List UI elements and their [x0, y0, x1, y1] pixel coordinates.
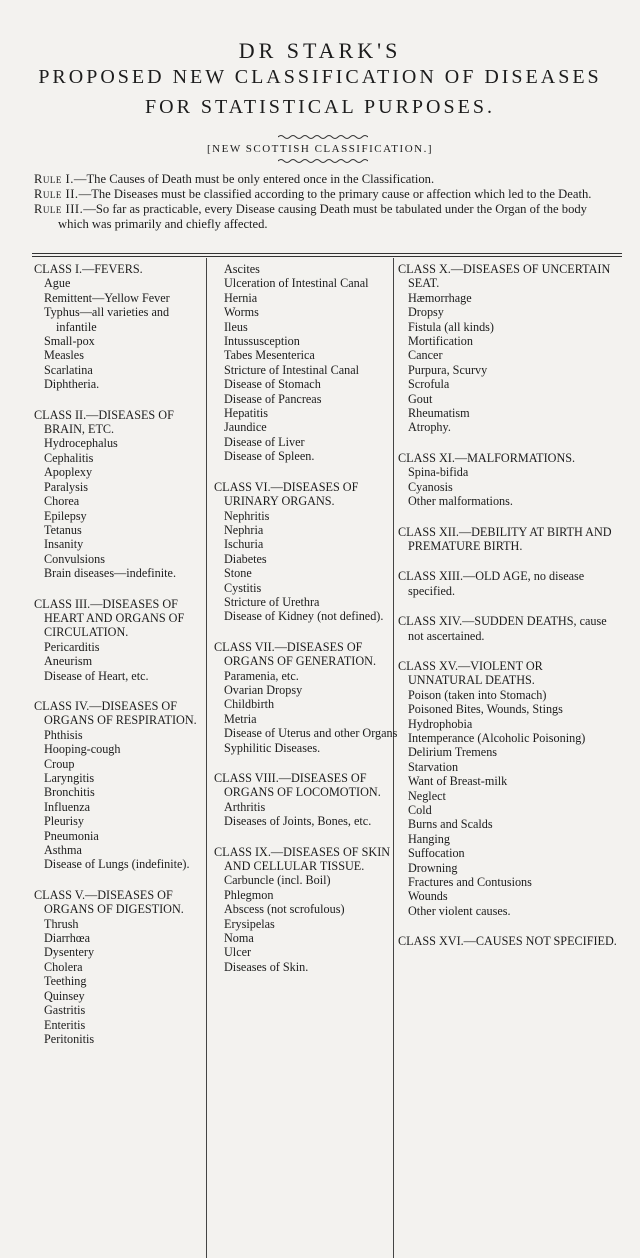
disease-item: Carbuncle (incl. Boil) — [224, 873, 331, 888]
disease-item: Pleurisy — [44, 814, 84, 829]
disease-item: Drowning — [408, 860, 458, 875]
rules-section — [34, 172, 614, 232]
rule-text: —The Causes of Death must be only entered once in the Classification. — [73, 172, 435, 186]
disease-item: Syphilitic Diseases. — [224, 740, 321, 755]
rule-divider — [32, 256, 622, 257]
disease-item: Brain diseases—indefinite. — [44, 566, 176, 581]
disease-class — [398, 525, 618, 554]
disease-item: Typhus—all varieties and infantile — [44, 305, 170, 334]
disease-item: Ascites — [224, 262, 260, 276]
disease-item: Tetanus — [44, 522, 82, 537]
disease-item: Gastritis — [44, 1003, 86, 1018]
disease-item: Enteritis — [44, 1017, 86, 1032]
disease-item: Starvation — [408, 759, 459, 774]
disease-item: Erysipelas — [224, 916, 275, 931]
disease-item: Influenza — [44, 799, 91, 814]
disease-class — [398, 934, 618, 948]
rule-divider — [32, 253, 622, 254]
class-heading: CLASS III.—DISEASES OF HEART AND ORGANS OF CIRCULATION. — [34, 596, 185, 640]
disease-item: Cyanosis — [408, 479, 453, 494]
class-heading: CLASS XII.—DEBILITY AT BIRTH AND PREMATURE BIRTH. — [398, 524, 612, 553]
rule-2 — [34, 187, 614, 202]
disease-item: Disease of Lungs (indefinite). — [44, 857, 190, 872]
disease-class — [398, 451, 618, 509]
disease-item: Suffocation — [408, 846, 465, 861]
disease-item: Diarrhœa — [44, 931, 91, 946]
class-heading: CLASS IV.—DISEASES OF ORGANS OF RESPIRATION. — [34, 698, 197, 728]
disease-item: Stone — [224, 566, 252, 581]
disease-item: Scarlatina — [44, 362, 93, 377]
disease-class — [34, 888, 202, 1046]
disease-item: Disease of Pancreas — [224, 391, 322, 406]
disease-item: Atrophy. — [408, 420, 451, 435]
disease-item: Disease of Spleen. — [224, 449, 315, 464]
disease-item: Phthisis — [44, 727, 83, 742]
class-heading: CLASS XV.—VIOLENT OR UNNATURAL DEATHS. — [398, 658, 543, 688]
rule-1 — [34, 172, 614, 187]
document-subtitle-line-2: FOR STATISTICAL PURPOSES. — [145, 96, 495, 118]
class-heading: CLASS II.—DISEASES OF BRAIN, ETC. — [34, 407, 174, 437]
disease-item: Teething — [44, 974, 87, 989]
disease-item: Delirium Tremens — [408, 745, 498, 760]
disease-item: Dysentery — [44, 945, 95, 960]
disease-item: Diabetes — [224, 551, 267, 566]
disease-item: Diseases of Joints, Bones, etc. — [224, 814, 372, 829]
column-3 — [398, 262, 618, 965]
disease-item: Jaundice — [224, 420, 267, 435]
class-heading: CLASS X.—DISEASES OF UNCERTAIN SEAT. — [398, 262, 611, 291]
disease-item: Thrush — [44, 916, 79, 931]
disease-item: Scrofula — [408, 377, 450, 392]
disease-item: Hanging — [408, 831, 450, 846]
disease-item: Diseases of Skin. — [224, 959, 309, 974]
class-heading: CLASS XIV.—SUDDEN DEATHS, cause not ascertained. — [398, 614, 607, 643]
disease-item: Other violent causes. — [408, 903, 511, 918]
disease-item: Intussusception — [224, 334, 300, 349]
disease-item: Spina-bifida — [408, 465, 469, 480]
disease-item: Noma — [224, 931, 254, 946]
rule-label: Rule II. — [34, 187, 79, 201]
disease-item: Disease of Uterus and other Organs — [224, 726, 398, 741]
disease-item: Other malformations. — [408, 494, 513, 509]
disease-item: Burns and Scalds — [408, 817, 493, 832]
disease-item: Remittent—Yellow Fever — [44, 290, 170, 305]
disease-item: Cancer — [408, 348, 443, 363]
disease-item: Phlegmon — [224, 887, 274, 902]
class-heading: CLASS I.—FEVERS. — [34, 262, 143, 276]
disease-item: Want of Breast-milk — [408, 774, 508, 789]
wavy-ornament-bottom — [278, 158, 368, 164]
disease-item: Diphtheria. — [44, 377, 100, 392]
disease-item: Asthma — [44, 843, 82, 858]
disease-item: Arthritis — [224, 799, 266, 814]
rule-text: —So far as practicable, every Disease causing Death must be tabulated under the Organ of the body which was primarily and chiefly affected. — [58, 202, 587, 231]
document-title: DR STARK'S — [238, 38, 402, 63]
disease-item: Worms — [224, 305, 259, 320]
disease-item: Nephria — [224, 522, 264, 537]
class-heading: CLASS VII.—DISEASES OF ORGANS OF GENERATION. — [214, 639, 377, 669]
rule-text: —The Diseases must be classified according to the primary cause or affection which led to the Death. — [78, 187, 592, 201]
disease-item: Poison (taken into Stomach) — [408, 687, 547, 702]
disease-item: Dropsy — [408, 305, 444, 320]
disease-item: Hydrophobia — [408, 716, 473, 731]
disease-item: Rheumatism — [408, 406, 470, 421]
disease-item: Stricture of Intestinal Canal — [224, 362, 360, 377]
class-heading: CLASS XVI.—CAUSES NOT SPECIFIED. — [398, 934, 617, 949]
disease-item: Metria — [224, 711, 257, 726]
disease-item: Disease of Heart, etc. — [44, 668, 149, 683]
column-divider — [206, 258, 207, 1258]
disease-item: Fistula (all kinds) — [408, 319, 494, 334]
disease-item: Tabes Mesenterica — [224, 348, 315, 363]
rule-label: Rule III. — [34, 202, 84, 216]
disease-item: Nephritis — [224, 508, 270, 523]
column-2 — [214, 262, 402, 990]
disease-item: Paralysis — [44, 479, 89, 494]
disease-item: Cold — [408, 803, 432, 817]
disease-item: Ischuria — [224, 537, 264, 552]
rule-label: Rule I. — [34, 172, 74, 186]
disease-item: Wounds — [408, 889, 448, 904]
disease-item: Hæmorrhage — [408, 290, 472, 305]
disease-class — [34, 262, 202, 392]
disease-item: Hydrocephalus — [44, 436, 118, 451]
disease-item: Intemperance (Alcoholic Poisoning) — [408, 730, 586, 745]
disease-item: Epilepsy — [44, 508, 87, 523]
disease-item: Insanity — [44, 537, 84, 552]
class-heading: CLASS V.—DISEASES OF ORGANS OF DIGESTION. — [34, 887, 184, 917]
disease-class — [398, 262, 618, 435]
disease-item: Disease of Stomach — [224, 377, 321, 392]
disease-item: Abscess (not scrofulous) — [224, 902, 345, 917]
disease-item: Neglect — [408, 788, 446, 803]
classification-note: [NEW SCOTTISH CLASSIFICATION.] — [207, 143, 433, 155]
disease-class — [214, 771, 402, 829]
disease-item: Cephalitis — [44, 450, 94, 465]
class-heading: CLASS XI.—MALFORMATIONS. — [398, 450, 576, 465]
disease-item: Cystitis — [224, 580, 262, 595]
disease-item: Hernia — [224, 290, 258, 305]
disease-class — [214, 262, 402, 464]
disease-item: Stricture of Urethra — [224, 594, 320, 609]
disease-item: Pneumonia — [44, 828, 99, 843]
disease-item: Laryngitis — [44, 771, 95, 785]
disease-item: Ague — [44, 276, 71, 291]
disease-class — [34, 408, 202, 581]
disease-item: Disease of Kidney (not defined). — [224, 609, 384, 624]
disease-item: Gout — [408, 391, 433, 406]
disease-class — [398, 569, 618, 598]
disease-item: Quinsey — [44, 988, 85, 1003]
document-subtitle-line-1: PROPOSED NEW CLASSIFICATION OF DISEASES — [38, 66, 602, 88]
disease-item: Childbirth — [224, 697, 275, 712]
disease-item: Hepatitis — [224, 406, 269, 421]
disease-class — [214, 640, 402, 755]
class-heading: CLASS XIII.—OLD AGE, no disease specified. — [398, 569, 585, 598]
disease-item: Mortification — [408, 334, 473, 349]
disease-item: Disease of Liver — [224, 434, 305, 449]
disease-item: Ovarian Dropsy — [224, 682, 303, 697]
disease-item: Ulcer — [224, 945, 252, 960]
disease-item: Pericarditis — [44, 639, 100, 654]
column-1 — [34, 262, 202, 1046]
disease-class — [34, 597, 202, 683]
disease-item: Cholera — [44, 959, 83, 974]
disease-item: Poisoned Bites, Wounds, Stings — [408, 702, 563, 717]
wavy-ornament-top — [278, 134, 368, 140]
disease-item: Apoplexy — [44, 465, 93, 480]
disease-item: Ulceration of Intestinal Canal — [224, 276, 369, 291]
class-heading: CLASS VI.—DISEASES OF URINARY ORGANS. — [214, 479, 359, 509]
disease-item: Croup — [44, 756, 75, 771]
class-heading: CLASS IX.—DISEASES OF SKIN AND CELLULAR TISSUE. — [214, 844, 391, 874]
disease-item: Paramenia, etc. — [224, 668, 299, 683]
disease-item: Purpura, Scurvy — [408, 362, 488, 377]
disease-class — [398, 659, 618, 918]
disease-item: Measles — [44, 348, 84, 363]
disease-item: Small-pox — [44, 334, 95, 349]
disease-item: Peritonitis — [44, 1031, 95, 1046]
class-heading: CLASS VIII.—DISEASES OF ORGANS OF LOCOMOTION. — [214, 771, 381, 800]
disease-item: Ileus — [224, 319, 248, 334]
disease-item: Chorea — [44, 494, 80, 509]
disease-class — [214, 480, 402, 624]
disease-item: Aneurism — [44, 654, 93, 669]
disease-item: Convulsions — [44, 551, 105, 566]
disease-item: Hooping-cough — [44, 742, 121, 757]
disease-item: Fractures and Contusions — [408, 875, 532, 890]
disease-class — [214, 845, 402, 975]
disease-item: Bronchitis — [44, 785, 95, 800]
rule-3 — [34, 202, 614, 232]
disease-class — [34, 699, 202, 872]
disease-class — [398, 614, 618, 643]
